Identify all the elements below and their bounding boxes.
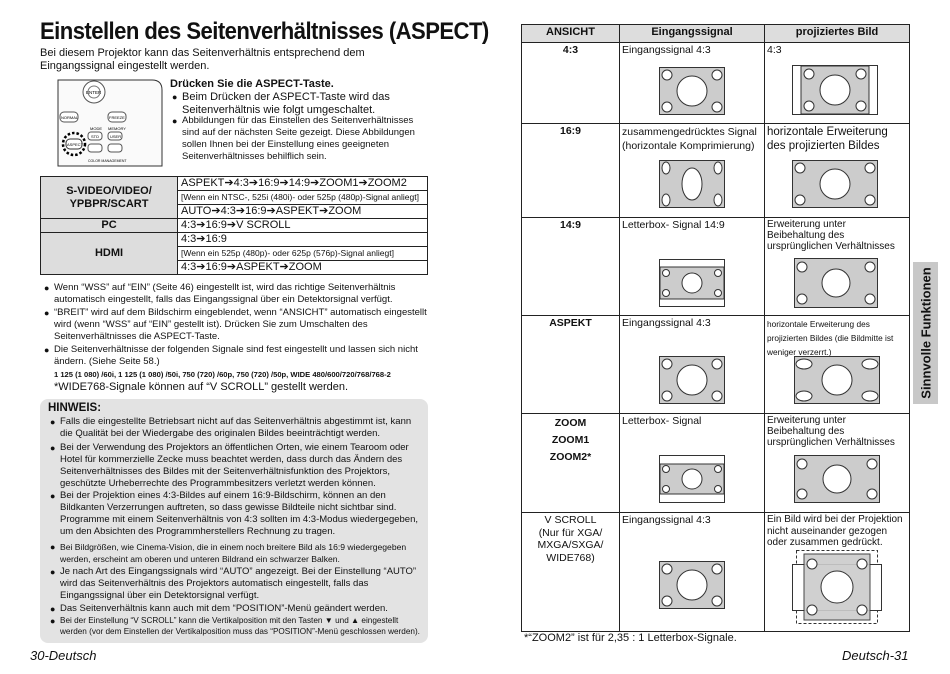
- hinweis-item: ● Je nach Art des Eingangssignals wird “AUTO” angezeigt. Bei der Einstellung “AUTO” wird das Seitenverhältnis des Projektors automatisch eingestellt, falls das Eingangssignal über ein Detektorsignal verfügt.: [50, 566, 417, 601]
- wide768-note: *WIDE768-Signale können auf “V SCROLL” gestellt werden.: [54, 381, 349, 393]
- hinweis-item: ● Bei der Einstellung “V SCROLL” kann die Vertikalposition mit den Tasten ▼ und ▲ eingestellt werden (vor dem Einstellen der Vertikalposition muss das “POSITION”-Menü geschlossen werden).: [50, 616, 420, 636]
- input-picture-v-scroll: [659, 561, 725, 609]
- press-bullet: ● Abbildungen für das Einstellen des Seitenverhältnisses sind auf der nächsten Seite gezeigt. Diese Abbildungen sollen Ihnen bei der Einstellung eines geeigneten Seitenverhältnisses behilflich sein.: [172, 115, 415, 162]
- condition-note: [Wenn ein NTSC-, 525i (480i)- oder 525p (480p)-Signal anliegt]: [181, 192, 419, 202]
- page-number-right: Deutsch-31: [842, 648, 909, 663]
- column-header: Eingangssignal: [651, 26, 733, 38]
- page-number-left: 30-Deutsch: [30, 648, 97, 663]
- hinweis-title: HINWEIS:: [48, 402, 102, 414]
- hinweis-item: ● Das Seitenverhältnis kann auch mit dem “POSITION”-Menü geändert werden.: [50, 603, 388, 614]
- input-picture-4-3: [659, 67, 725, 115]
- input-picture-16-9: [659, 160, 725, 208]
- table-row: [41, 233, 428, 247]
- projected-image: Erweiterung unter Beibehaltung des ursprünglichen Verhältnisses: [767, 415, 895, 448]
- projected-image: Erweiterung unter Beibehaltung des ursprünglichen Verhältnisses: [767, 219, 895, 252]
- hinweis-item: ● Bei der Verwendung des Projektors an öffentlichen Orten, wie einem Tearoom oder Hotel für kommerzielle Zecke muss beachtet werden, dass durch das Ändern des Seitenverhältnisses des Bildes mit der Seitenverhältnisfunktion des Projektors, geschützte Urheberrechte des Programmbesitzers verletzt werden können.: [50, 442, 409, 489]
- note-item: ● “BREIT” wird auf dem Bildschirm eingeblendet, wenn “ANSICHT” automatisch eingestellt wird (wenn “WSS” auf “EIN” gestellt ist). Drücken Sie zum Umschalten des Seitenverhältnisses die ASPECT-Taste.: [44, 307, 427, 342]
- input-signal: Letterbox- Signal 14:9: [622, 219, 725, 231]
- remote-label: FREEZE: [109, 115, 125, 120]
- input-picture-aspekt: [659, 356, 725, 404]
- mode-sequence: 4:3➔16:9➔V SCROLL: [178, 219, 428, 233]
- remote-label: ASPECT: [67, 142, 84, 147]
- mode-sequence: 4:3➔16:9➔ASPEKT➔ZOOM: [178, 261, 428, 275]
- output-picture-zoom: [794, 455, 880, 503]
- projected-image: horizontale Erweiterung des projizierten Bildes: [767, 126, 888, 152]
- footnote: *“ZOOM2” ist für 2,35 : 1 Letterbox-Signale.: [524, 632, 737, 644]
- view-mode: ZOOM ZOOM1 ZOOM2*: [549, 417, 592, 463]
- view-mode: V SCROLL (Nur für XGA/ MXGA/SXGA/ WIDE768): [537, 514, 604, 564]
- mode-sequence: ASPEKT➔4:3➔16:9➔14:9➔ZOOM1➔ZOOM2: [178, 177, 428, 191]
- projected-image: horizontale Erweiterung des projizierten Bildes (die Bildmitte ist weniger verzerrt.): [767, 319, 894, 357]
- hinweis-item: ● Falls die eingestellte Betriebsart nicht auf das Seitenverhältnis abgestimmt ist, kann die Qualität bei der Wiedergabe des originalen Bildes beeinträchtigt werden.: [50, 416, 412, 439]
- remote-label: STD: [91, 134, 99, 139]
- column-header: ANSICHT: [546, 26, 595, 38]
- view-mode: ASPEKT: [549, 317, 592, 329]
- note-item: ● Die Seitenverhältnisse der folgenden Signale sind fest eingestellt und lassen sich nicht ändern. (Siehe Seite 58.): [44, 344, 418, 367]
- condition-note: [Wenn ein 525p (480p)- oder 625p (576p)-Signal anliegt]: [181, 248, 394, 258]
- projected-image: Ein Bild wird bei der Projektion nicht auseinander gezogen oder zusammen gedrückt.: [767, 514, 903, 548]
- aspect-illustration-table: [521, 24, 910, 632]
- remote-label: USER: [110, 134, 122, 139]
- input-signal: zusammengedrücktes Signal (horizontale Komprimierung): [622, 126, 757, 152]
- row-header: HDMI: [41, 233, 178, 275]
- input-picture-zoom: [659, 455, 725, 503]
- row-header: PC: [41, 219, 178, 233]
- input-signal: Letterbox- Signal: [622, 415, 702, 427]
- hinweis-item: ● Bei der Projektion eines 4:3-Bildes auf einem 16:9-Bildschirm, können an den Bildkanten Verzerrungen auftreten, so dass gewisse Bildteile nicht sichtbar sind. Programme mit einem Seitenverhältnis von 4:3 sollten im 4:3-Modus wiedergegeben, um den Absichten des Programmherstellers Rechnung zu tragen.: [50, 490, 419, 537]
- input-picture-14-9: [659, 259, 725, 307]
- page-title: Einstellen des Seitenverhältnisses (ASPECT): [40, 18, 489, 45]
- aspect-mode-table: [40, 176, 428, 275]
- press-bullet: ● Beim Drücken der ASPECT-Taste wird das Seitenverhältnis wie folgt umgeschaltet.: [172, 91, 390, 116]
- input-signal: Eingangssignal 4:3: [622, 317, 711, 329]
- input-signal: Eingangssignal 4:3: [622, 44, 711, 56]
- mode-sequence: AUTO➔4:3➔16:9➔ASPEKT➔ZOOM: [178, 205, 428, 219]
- remote-label: MEMORY: [108, 126, 126, 131]
- table-row: [41, 177, 428, 191]
- output-picture-16-9: [792, 160, 878, 208]
- output-picture-14-9: [794, 258, 878, 308]
- hinweis-item: ● Bei Bildgrößen, wie Cinema-Vision, die in einem noch breitere Bild als 16:9 wiedergegeben werden, erscheint am oberen und unteren Bildrand ein schwarzer Balken.: [50, 542, 407, 564]
- column-header: projiziertes Bild: [795, 26, 879, 38]
- view-mode: 16:9: [559, 125, 581, 137]
- projected-image: 4:3: [767, 44, 782, 56]
- row-header: S-VIDEO/VIDEO/ YPBPR/SCART: [41, 177, 178, 219]
- view-mode: 14:9: [559, 219, 581, 231]
- remote-control-illustration: [52, 78, 164, 168]
- side-tab: Sinnvolle Funktionen: [913, 262, 938, 404]
- output-picture-v-scroll: [792, 550, 882, 624]
- note-item: ● Wenn “WSS” auf “EIN” (Seite 46) eingestellt ist, wird das richtige Seitenverhältnis automatisch eingestellt, falls das Eingangssignal über ein Detektorsignal verfügt.: [44, 282, 396, 305]
- remote-label: COLOR MANAGEMENT: [88, 159, 127, 163]
- output-picture-4-3: [792, 65, 878, 115]
- mode-sequence: 4:3➔16:9: [178, 233, 428, 247]
- remote-label: ENTER: [86, 90, 102, 95]
- input-signal: Eingangssignal 4:3: [622, 514, 711, 526]
- intro-text: Bei diesem Projektor kann das Seitenverhältnis entsprechend dem Eingangssignal eingestellt werden.: [40, 47, 365, 72]
- fixed-signals: 1 125 (1 080) /60i, 1 125 (1 080) /50i, 750 (720) /60p, 750 (720) /50p, WIDE 480/600/720/768/768-2: [54, 370, 391, 379]
- remote-label: MODE: [90, 126, 102, 131]
- remote-label: NORMAL: [61, 115, 79, 120]
- press-heading: Drücken Sie die ASPECT-Taste.: [170, 78, 334, 90]
- view-mode: 4:3: [562, 44, 579, 56]
- output-picture-aspekt: [794, 356, 880, 404]
- table-row: [41, 219, 428, 233]
